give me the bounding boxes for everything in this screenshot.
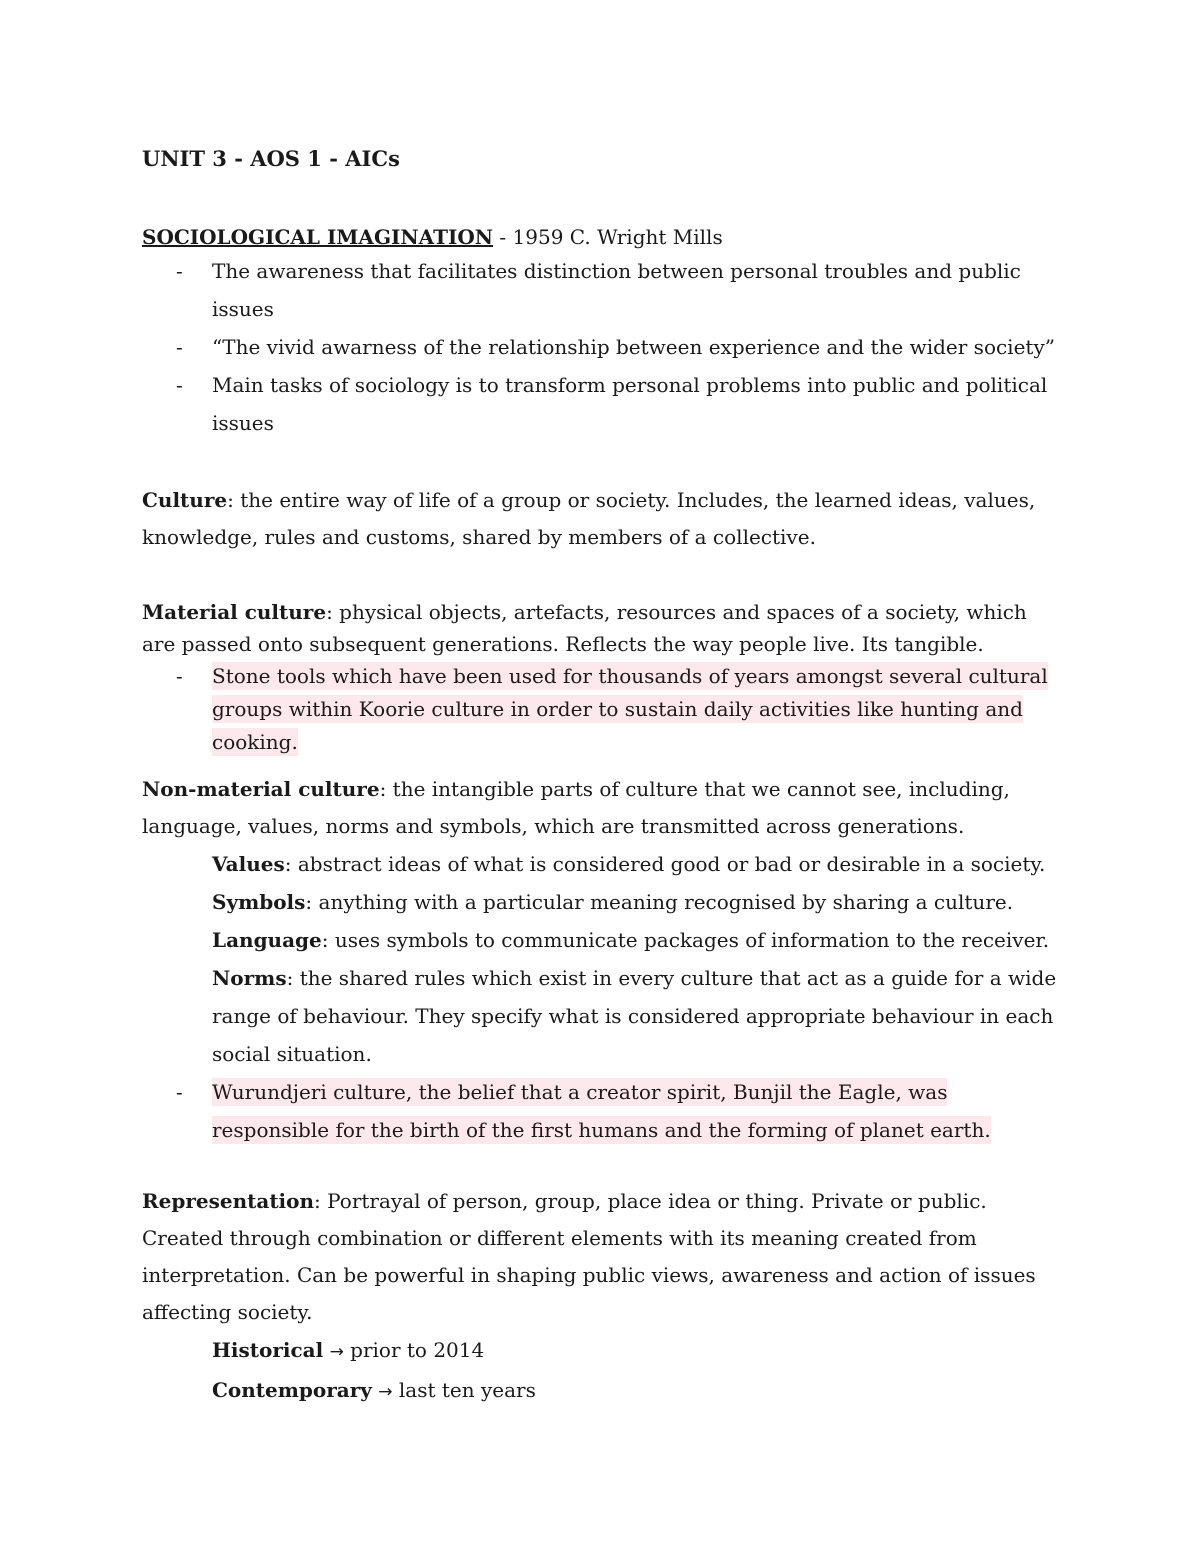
non-material-culture-term: Non-material culture xyxy=(142,777,380,801)
culture-term: Culture xyxy=(142,488,228,512)
sociological-imagination-attribution: - 1959 C. Wright Mills xyxy=(493,225,723,249)
material-culture-examples xyxy=(142,660,1060,759)
non-material-item-language xyxy=(142,921,1060,959)
representation-term: Representation xyxy=(142,1189,315,1213)
sociological-imagination-heading xyxy=(142,222,1060,252)
non-material-item-values xyxy=(142,845,1060,883)
material-culture-text: : physical objects, artefacts, resources and spaces of a society, which are passed onto subsequent generations. Reflects the way people live. Its tangible. xyxy=(142,600,1027,656)
sociological-imagination-term: SOCIOLOGICAL IMAGINATION xyxy=(142,225,494,249)
material-culture-term: Material culture xyxy=(142,600,327,624)
document-title: UNIT 3 - AOS 1 - AICs xyxy=(142,146,400,171)
contemporary-text: last ten years xyxy=(392,1378,536,1402)
culture-definition xyxy=(142,482,1060,556)
list-item: - The awareness that facilitates distinction between personal troubles and public issues xyxy=(142,252,1060,328)
representation-type-historical xyxy=(142,1331,1060,1371)
representation-definition xyxy=(142,1183,1060,1331)
non-material-culture-examples xyxy=(142,1073,1060,1149)
language-term: Language xyxy=(212,928,322,952)
non-material-culture-definition xyxy=(142,771,1060,845)
list-item xyxy=(142,660,1060,759)
historical-term: Historical xyxy=(212,1338,324,1362)
values-term: Values xyxy=(212,852,285,876)
non-material-item-symbols xyxy=(142,883,1060,921)
values-text: : abstract ideas of what is considered good or bad or desirable in a society. xyxy=(284,852,1046,876)
representation-type-contemporary xyxy=(142,1371,1060,1411)
list-item: - Main tasks of sociology is to transform personal problems into public and political issues xyxy=(142,366,1060,442)
material-culture-definition xyxy=(142,596,1060,660)
arrow-right-icon: → xyxy=(329,1342,344,1362)
historical-text: prior to 2014 xyxy=(343,1338,485,1362)
contemporary-term: Contemporary xyxy=(212,1378,372,1402)
norms-text: : the shared rules which exist in every culture that act as a guide for a wide range of behaviour. They specify what is considered appropriate behaviour in each social situation. xyxy=(212,966,1057,1066)
language-text: : uses symbols to communicate packages of information to the receiver. xyxy=(321,928,1050,952)
culture-text: : the entire way of life of a group or society. Includes, the learned ideas, values, knowledge, rules and customs, shared by members of a collective. xyxy=(142,488,1036,549)
list-item: - “The vivid awarness of the relationship between experience and the wider society” xyxy=(142,328,1060,366)
material-culture-example: Stone tools which have been used for thousands of years amongst several cultural groups within Koorie culture in order to sustain daily activities like hunting and cooking. xyxy=(212,664,1048,754)
non-material-item-norms xyxy=(142,959,1060,1073)
list-item xyxy=(142,1073,1060,1149)
non-material-culture-text: : the intangible parts of culture that we cannot see, including, language, values, norms and symbols, which are transmitted across generations. xyxy=(142,777,1010,838)
arrow-right-icon: → xyxy=(378,1382,393,1402)
norms-term: Norms xyxy=(212,966,287,990)
symbols-term: Symbols xyxy=(212,890,306,914)
symbols-text: : anything with a particular meaning recognised by sharing a culture. xyxy=(305,890,1014,914)
sociological-imagination-list xyxy=(142,252,1060,442)
representation-text: : Portrayal of person, group, place idea or thing. Private or public. Created through combination or different elements with its meaning created from interpretation. Can be powerful in shaping public views, awareness and action of issues affecting society. xyxy=(142,1189,1036,1324)
non-material-culture-example: Wurundjeri culture, the belief that a creator spirit, Bunjil the Eagle, was responsible for the birth of the first humans and the forming of planet earth. xyxy=(212,1080,991,1142)
